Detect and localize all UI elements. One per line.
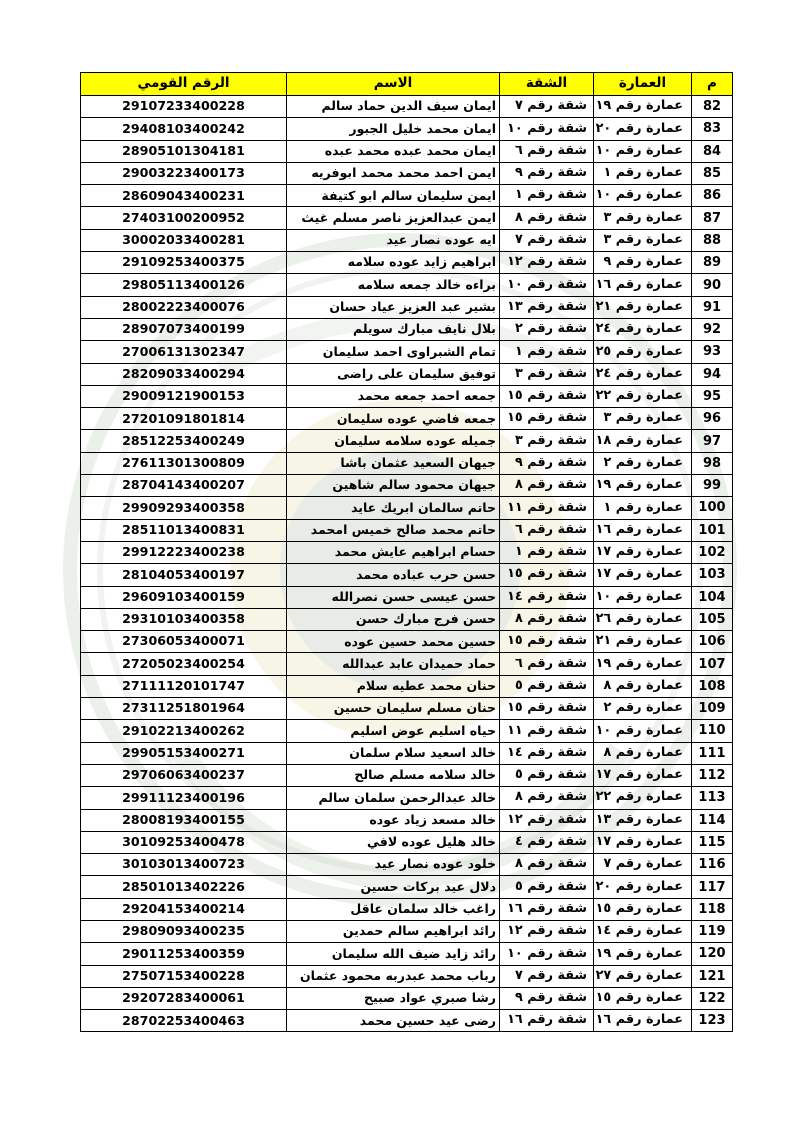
table-body	[81, 96, 733, 1032]
apartment-cell: شقة رقم ٨	[500, 608, 594, 630]
table-row	[81, 341, 733, 363]
serial-cell: 108	[692, 675, 733, 697]
table-row	[81, 943, 733, 965]
national-id-cell: 28002223400076	[81, 296, 287, 318]
name-cell: دلال عيد بركات حسين	[287, 876, 500, 898]
table-row	[81, 207, 733, 229]
table-row	[81, 140, 733, 162]
apartment-cell: شقة رقم ١٥	[500, 631, 594, 653]
serial-cell: 118	[692, 898, 733, 920]
building-cell: عمارة رقم ٨	[594, 742, 692, 764]
table-row	[81, 720, 733, 742]
serial-cell: 96	[692, 408, 733, 430]
apartment-cell: شقة رقم ١٥	[500, 385, 594, 407]
building-cell: عمارة رقم ٣	[594, 207, 692, 229]
national-id-cell: 29310103400358	[81, 608, 287, 630]
building-cell: عمارة رقم ١٠	[594, 185, 692, 207]
building-cell: عمارة رقم ٨	[594, 675, 692, 697]
building-cell: عمارة رقم ٢٠	[594, 876, 692, 898]
table-row	[81, 229, 733, 251]
national-id-cell: 27611301300809	[81, 452, 287, 474]
national-id-cell: 29609103400159	[81, 586, 287, 608]
table-row	[81, 541, 733, 563]
apartment-cell: شقة رقم ٥	[500, 675, 594, 697]
national-id-cell: 29003223400173	[81, 162, 287, 184]
apartment-cell: شقة رقم ٧	[500, 96, 594, 118]
serial-cell: 107	[692, 653, 733, 675]
table-row	[81, 274, 733, 296]
name-cell: خالد اسعيد سلام سلمان	[287, 742, 500, 764]
building-cell: عمارة رقم ٢٤	[594, 318, 692, 340]
serial-cell: 88	[692, 229, 733, 251]
table-row	[81, 898, 733, 920]
table-row	[81, 430, 733, 452]
building-cell: عمارة رقم ١٩	[594, 653, 692, 675]
table-row	[81, 497, 733, 519]
building-cell: عمارة رقم ٢٠	[594, 118, 692, 140]
table-row	[81, 96, 733, 118]
table-row	[81, 608, 733, 630]
apartment-cell: شقة رقم ٨	[500, 854, 594, 876]
name-cell: بشير عبد العزيز عياد حسان	[287, 296, 500, 318]
building-cell: عمارة رقم ٢٢	[594, 787, 692, 809]
table-row	[81, 385, 733, 407]
table-row	[81, 876, 733, 898]
national-id-cell: 29009121900153	[81, 385, 287, 407]
name-cell: حاتم سالمان ابريك عايد	[287, 497, 500, 519]
name-cell: خالد عبدالرحمن سلمان سالم	[287, 787, 500, 809]
national-id-cell: 28702253400463	[81, 1010, 287, 1032]
national-id-cell: 29204153400214	[81, 898, 287, 920]
residents-table	[80, 72, 733, 1032]
serial-cell: 89	[692, 252, 733, 274]
table-row	[81, 1010, 733, 1032]
table-row	[81, 452, 733, 474]
header-building: العمارة	[594, 73, 692, 96]
name-cell: رائد ابراهيم سالم حمدين	[287, 920, 500, 942]
name-cell: جمعه احمد جمعه محمد	[287, 385, 500, 407]
national-id-cell: 28609043400231	[81, 185, 287, 207]
serial-cell: 84	[692, 140, 733, 162]
serial-cell: 105	[692, 608, 733, 630]
apartment-cell: شقة رقم ١	[500, 185, 594, 207]
national-id-cell: 27205023400254	[81, 653, 287, 675]
national-id-cell: 29909293400358	[81, 497, 287, 519]
name-cell: رائد زايد ضيف الله سليمان	[287, 943, 500, 965]
building-cell: عمارة رقم ٢	[594, 698, 692, 720]
name-cell: حاتم محمد صالح خميس امحمد	[287, 519, 500, 541]
national-id-cell: 30103013400723	[81, 854, 287, 876]
apartment-cell: شقة رقم ١	[500, 341, 594, 363]
building-cell: عمارة رقم ١٠	[594, 586, 692, 608]
apartment-cell: شقة رقم ١٥	[500, 564, 594, 586]
name-cell: رضى عيد حسين محمد	[287, 1010, 500, 1032]
name-cell: جيهان محمود سالم شاهين	[287, 475, 500, 497]
apartment-cell: شقة رقم ٦	[500, 653, 594, 675]
building-cell: عمارة رقم ١٦	[594, 1010, 692, 1032]
table-row	[81, 408, 733, 430]
building-cell: عمارة رقم ٢٥	[594, 341, 692, 363]
name-cell: راغب خالد سلمان عاقل	[287, 898, 500, 920]
national-id-cell: 28704143400207	[81, 475, 287, 497]
building-cell: عمارة رقم ٢٦	[594, 608, 692, 630]
name-cell: جميله عوده سلامه سليمان	[287, 430, 500, 452]
name-cell: حسين محمد حسين عوده	[287, 631, 500, 653]
name-cell: ابراهيم زايد عوده سلامه	[287, 252, 500, 274]
national-id-cell: 29107233400228	[81, 96, 287, 118]
serial-cell: 104	[692, 586, 733, 608]
national-id-cell: 28907073400199	[81, 318, 287, 340]
name-cell: خالد سلامه مسلم صالح	[287, 764, 500, 786]
building-cell: عمارة رقم ١	[594, 162, 692, 184]
apartment-cell: شقة رقم ١٣	[500, 296, 594, 318]
name-cell: حماد حميدان عابد عبدالله	[287, 653, 500, 675]
table-row	[81, 854, 733, 876]
apartment-cell: شقة رقم ٤	[500, 831, 594, 853]
national-id-cell: 28209033400294	[81, 363, 287, 385]
national-id-cell: 28905101304181	[81, 140, 287, 162]
apartment-cell: شقة رقم ١٢	[500, 252, 594, 274]
building-cell: عمارة رقم ٧	[594, 854, 692, 876]
apartment-cell: شقة رقم ١١	[500, 720, 594, 742]
national-id-cell: 27306053400071	[81, 631, 287, 653]
table-row	[81, 787, 733, 809]
apartment-cell: شقة رقم ٣	[500, 430, 594, 452]
table-row	[81, 296, 733, 318]
apartment-cell: شقة رقم ٢	[500, 318, 594, 340]
name-cell: ايمان سيف الدين حماد سالم	[287, 96, 500, 118]
name-cell: تمام الشبراوى احمد سليمان	[287, 341, 500, 363]
apartment-cell: شقة رقم ٦	[500, 140, 594, 162]
apartment-cell: شقة رقم ٣	[500, 363, 594, 385]
table-row	[81, 475, 733, 497]
name-cell: حياه اسليم عوض اسليم	[287, 720, 500, 742]
apartment-cell: شقة رقم ٦	[500, 519, 594, 541]
apartment-cell: شقة رقم ٨	[500, 787, 594, 809]
name-cell: بلال نايف مبارك سويلم	[287, 318, 500, 340]
building-cell: عمارة رقم ٩	[594, 252, 692, 274]
national-id-cell: 27006131302347	[81, 341, 287, 363]
apartment-cell: شقة رقم ١٠	[500, 274, 594, 296]
serial-cell: 103	[692, 564, 733, 586]
national-id-cell: 29207283400061	[81, 987, 287, 1009]
serial-cell: 94	[692, 363, 733, 385]
table-row	[81, 564, 733, 586]
serial-cell: 91	[692, 296, 733, 318]
apartment-cell: شقة رقم ١٠	[500, 118, 594, 140]
national-id-cell: 29408103400242	[81, 118, 287, 140]
name-cell: رباب محمد عبدربه محمود عثمان	[287, 965, 500, 987]
apartment-cell: شقة رقم ٩	[500, 162, 594, 184]
table-row	[81, 698, 733, 720]
national-id-cell: 28008193400155	[81, 809, 287, 831]
table-row	[81, 809, 733, 831]
building-cell: عمارة رقم ١٠	[594, 140, 692, 162]
national-id-cell: 29911123400196	[81, 787, 287, 809]
name-cell: جمعه فاضي عوده سليمان	[287, 408, 500, 430]
serial-cell: 87	[692, 207, 733, 229]
national-id-cell: 27507153400228	[81, 965, 287, 987]
serial-cell: 119	[692, 920, 733, 942]
name-cell: براءه خالد جمعه سلامه	[287, 274, 500, 296]
name-cell: ايمان محمد خليل الجبور	[287, 118, 500, 140]
serial-cell: 112	[692, 764, 733, 786]
name-cell: ايمن سليمان سالم ابو كتيفة	[287, 185, 500, 207]
table-row	[81, 252, 733, 274]
name-cell: حسن حرب عباده محمد	[287, 564, 500, 586]
apartment-cell: شقة رقم ١١	[500, 497, 594, 519]
table-row	[81, 987, 733, 1009]
building-cell: عمارة رقم ١٩	[594, 475, 692, 497]
national-id-cell: 30109253400478	[81, 831, 287, 853]
serial-cell: 113	[692, 787, 733, 809]
national-id-cell: 29109253400375	[81, 252, 287, 274]
building-cell: عمارة رقم ٢	[594, 452, 692, 474]
building-cell: عمارة رقم ١٧	[594, 831, 692, 853]
building-cell: عمارة رقم ١٦	[594, 519, 692, 541]
serial-cell: 93	[692, 341, 733, 363]
table-row	[81, 742, 733, 764]
building-cell: عمارة رقم ٢٤	[594, 363, 692, 385]
name-cell: ايمن احمد محمد محمد ابوفريه	[287, 162, 500, 184]
table-row	[81, 920, 733, 942]
national-id-cell: 27201091801814	[81, 408, 287, 430]
national-id-cell: 28512253400249	[81, 430, 287, 452]
serial-cell: 110	[692, 720, 733, 742]
building-cell: عمارة رقم ٢١	[594, 631, 692, 653]
building-cell: عمارة رقم ٢١	[594, 296, 692, 318]
national-id-cell: 28501013402226	[81, 876, 287, 898]
apartment-cell: شقة رقم ١٢	[500, 920, 594, 942]
apartment-cell: شقة رقم ٧	[500, 229, 594, 251]
national-id-cell: 27311251801964	[81, 698, 287, 720]
serial-cell: 92	[692, 318, 733, 340]
building-cell: عمارة رقم ١	[594, 497, 692, 519]
name-cell: ايمان محمد عبده محمد عبده	[287, 140, 500, 162]
table-row	[81, 318, 733, 340]
serial-cell: 123	[692, 1010, 733, 1032]
serial-cell: 120	[692, 943, 733, 965]
serial-cell: 97	[692, 430, 733, 452]
national-id-cell: 29809093400235	[81, 920, 287, 942]
apartment-cell: شقة رقم ١٠	[500, 943, 594, 965]
apartment-cell: شقة رقم ١	[500, 541, 594, 563]
header-row	[81, 73, 733, 96]
name-cell: ايه عوده نصار عيد	[287, 229, 500, 251]
serial-cell: 83	[692, 118, 733, 140]
building-cell: عمارة رقم ٢٢	[594, 385, 692, 407]
building-cell: عمارة رقم ١٧	[594, 564, 692, 586]
serial-cell: 90	[692, 274, 733, 296]
name-cell: خلود عوده نصار عيد	[287, 854, 500, 876]
building-cell: عمارة رقم ١٧	[594, 764, 692, 786]
serial-cell: 86	[692, 185, 733, 207]
table-row	[81, 965, 733, 987]
table-row	[81, 675, 733, 697]
name-cell: خالد مسعد زياد عوده	[287, 809, 500, 831]
national-id-cell: 29905153400271	[81, 742, 287, 764]
serial-cell: 121	[692, 965, 733, 987]
apartment-cell: شقة رقم ٩	[500, 987, 594, 1009]
building-cell: عمارة رقم ٢٧	[594, 965, 692, 987]
apartment-cell: شقة رقم ٧	[500, 965, 594, 987]
serial-cell: 95	[692, 385, 733, 407]
national-id-cell: 29912223400238	[81, 541, 287, 563]
building-cell: عمارة رقم ١٩	[594, 96, 692, 118]
name-cell: حنان مسلم سليمان حسين	[287, 698, 500, 720]
apartment-cell: شقة رقم ١٤	[500, 742, 594, 764]
table-row	[81, 586, 733, 608]
national-id-cell: 28511013400831	[81, 519, 287, 541]
name-cell: حسن عيسى حسن نصرالله	[287, 586, 500, 608]
serial-cell: 98	[692, 452, 733, 474]
national-id-cell: 29706063400237	[81, 764, 287, 786]
serial-cell: 111	[692, 742, 733, 764]
name-cell: جيهان السعيد عثمان باشا	[287, 452, 500, 474]
serial-cell: 114	[692, 809, 733, 831]
apartment-cell: شقة رقم ١٦	[500, 1010, 594, 1032]
serial-cell: 85	[692, 162, 733, 184]
serial-cell: 117	[692, 876, 733, 898]
apartment-cell: شقة رقم ٨	[500, 207, 594, 229]
table-row	[81, 653, 733, 675]
name-cell: حسام ابراهيم عايش محمد	[287, 541, 500, 563]
building-cell: عمارة رقم ١٣	[594, 809, 692, 831]
serial-cell: 101	[692, 519, 733, 541]
apartment-cell: شقة رقم ٩	[500, 452, 594, 474]
serial-cell: 122	[692, 987, 733, 1009]
building-cell: عمارة رقم ١٦	[594, 274, 692, 296]
table-row	[81, 162, 733, 184]
serial-cell: 116	[692, 854, 733, 876]
apartment-cell: شقة رقم ٨	[500, 475, 594, 497]
serial-cell: 102	[692, 541, 733, 563]
serial-cell: 109	[692, 698, 733, 720]
table-row	[81, 631, 733, 653]
name-cell: ايمن عبدالعزيز ناصر مسلم غيث	[287, 207, 500, 229]
name-cell: حسن فرج مبارك حسن	[287, 608, 500, 630]
name-cell: خالد هليل عوده لافي	[287, 831, 500, 853]
header-apartment: الشقة	[500, 73, 594, 96]
table-row	[81, 363, 733, 385]
building-cell: عمارة رقم ٣	[594, 408, 692, 430]
building-cell: عمارة رقم ١٠	[594, 720, 692, 742]
national-id-cell: 29805113400126	[81, 274, 287, 296]
building-cell: عمارة رقم ١٧	[594, 541, 692, 563]
national-id-cell: 30002033400281	[81, 229, 287, 251]
table-row	[81, 831, 733, 853]
national-id-cell: 29011253400359	[81, 943, 287, 965]
national-id-cell: 29102213400262	[81, 720, 287, 742]
serial-cell: 115	[692, 831, 733, 853]
building-cell: عمارة رقم ٣	[594, 229, 692, 251]
national-id-cell: 27111120101747	[81, 675, 287, 697]
header-national-id: الرقم القومي	[81, 73, 287, 96]
building-cell: عمارة رقم ١٤	[594, 920, 692, 942]
apartment-cell: شقة رقم ٥	[500, 764, 594, 786]
national-id-cell: 28104053400197	[81, 564, 287, 586]
apartment-cell: شقة رقم ٥	[500, 876, 594, 898]
building-cell: عمارة رقم ١٥	[594, 898, 692, 920]
building-cell: عمارة رقم ١٨	[594, 430, 692, 452]
serial-cell: 99	[692, 475, 733, 497]
header-name: الاسم	[287, 73, 500, 96]
apartment-cell: شقة رقم ١٦	[500, 898, 594, 920]
name-cell: حنان محمد عطيه سلام	[287, 675, 500, 697]
apartment-cell: شقة رقم ١٤	[500, 586, 594, 608]
apartment-cell: شقة رقم ١٥	[500, 408, 594, 430]
apartment-cell: شقة رقم ١٥	[500, 698, 594, 720]
serial-cell: 106	[692, 631, 733, 653]
table-row	[81, 118, 733, 140]
national-id-cell: 27403100200952	[81, 207, 287, 229]
name-cell: رشا صبري عواد صبيح	[287, 987, 500, 1009]
table-row	[81, 519, 733, 541]
serial-cell: 100	[692, 497, 733, 519]
building-cell: عمارة رقم ١٥	[594, 987, 692, 1009]
apartment-cell: شقة رقم ١٢	[500, 809, 594, 831]
building-cell: عمارة رقم ١٩	[594, 943, 692, 965]
header-serial: م	[692, 73, 733, 96]
name-cell: توفيق سليمان على راضى	[287, 363, 500, 385]
serial-cell: 82	[692, 96, 733, 118]
table-row	[81, 185, 733, 207]
table-row	[81, 764, 733, 786]
